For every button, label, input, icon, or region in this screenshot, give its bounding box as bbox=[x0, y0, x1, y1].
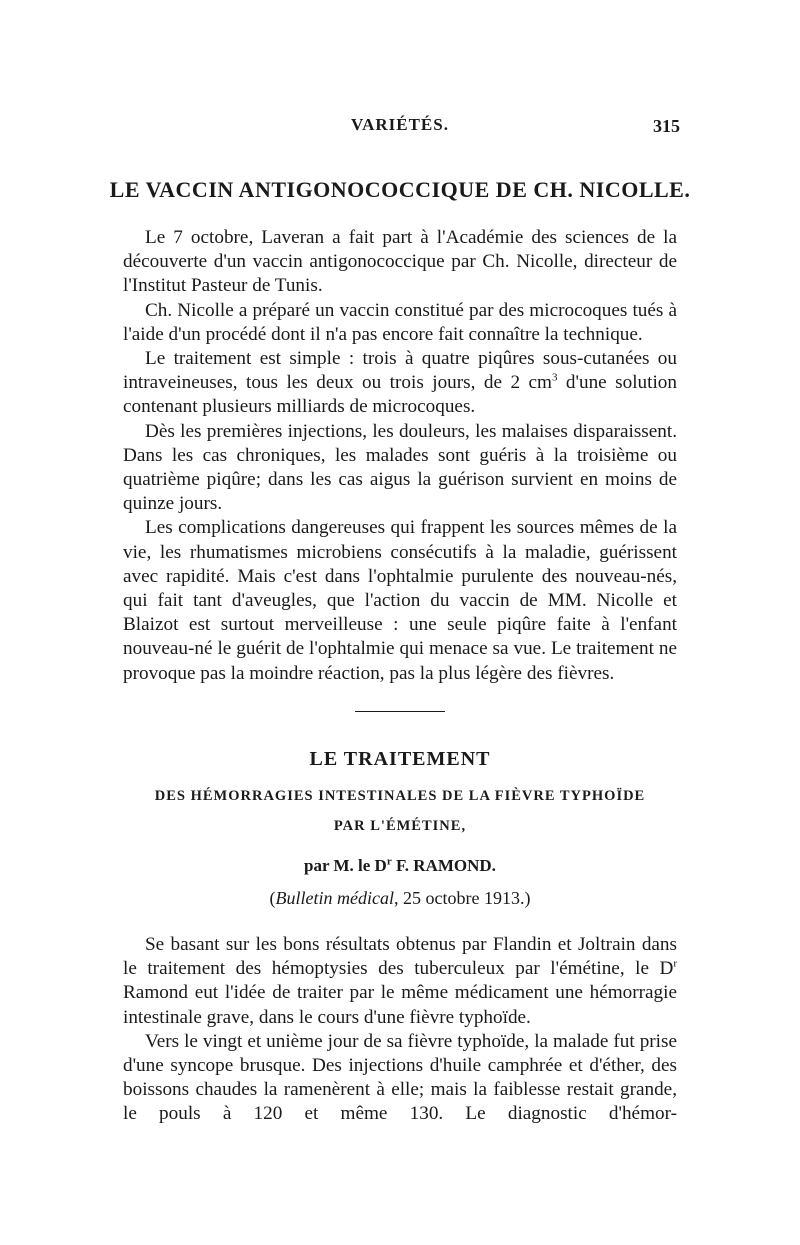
paragraph-text: Le traitement est simple : trois à quatre piqûres sous-cutanées ou intraveineuses, tous les deux ou trois jours, de 2 cm bbox=[123, 348, 677, 394]
paragraph-text: d'une solution contenant plusieurs milliards de microcoques. bbox=[123, 372, 677, 418]
article-body bbox=[123, 933, 677, 1127]
source-date: , 25 octobre 1913. bbox=[393, 888, 525, 908]
article-body bbox=[123, 226, 677, 686]
author-name: F. RAMOND. bbox=[391, 856, 496, 875]
paragraph bbox=[123, 347, 677, 420]
paragraph: Vers le vingt et unième jour de sa fièvre typhoïde, la malade fut prise d'une syncope brusque. Des injections d'huile camphrée et d'éther, des boissons chaudes la ramenèrent à elle; mais la faiblesse restait grande, le pouls à 120 et même 130. Le diagnostic d'hémor- bbox=[123, 1030, 677, 1125]
article-author bbox=[0, 856, 800, 876]
running-header: VARIÉTÉS. bbox=[351, 115, 449, 134]
author-prefix: par M. le D bbox=[304, 856, 387, 875]
paragraph: Ch. Nicolle a préparé un vaccin constitué par des microcoques tués à l'aide d'un procédé dont il n'a pas encore fait connaître la technique. bbox=[123, 299, 677, 345]
article-subtitle: PAR L'ÉMÉTINE, bbox=[333, 818, 467, 834]
superscript: r bbox=[673, 957, 677, 970]
superscript: r bbox=[386, 855, 392, 868]
article-title: LE TRAITEMENT bbox=[309, 748, 491, 770]
paragraph-text: Se basant sur les bons résultats obtenus par Flandin et Joltrain dans le traitement des hémoptysies des tuberculeux par l'émétine, le D bbox=[123, 934, 677, 980]
page-number: 315 bbox=[653, 116, 680, 136]
superscript: 3 bbox=[551, 371, 558, 384]
source-journal: Bulletin médical bbox=[275, 888, 394, 908]
paragraph: Les complications dangereuses qui frappent les sources mêmes de la vie, les rhumatismes microbiens consécutifs à la maladie, guérissent avec rapidité. Mais c'est dans l'ophtalmie purulente des nouveau-nés, qui fait tant d'aveugles, que l'action du vaccin de MM. Nicolle et Blaizot est surtout merveilleuse : une seule piqûre faite à l'enfant nouveau-né le guérit de l'ophtalmie qui menace sa vue. Le traitement ne provoque pas la moindre réaction, pas la plus légère des fièvres. bbox=[123, 517, 677, 684]
article-source: (Bulletin médical, 25 octobre 1913.) bbox=[269, 888, 531, 908]
paragraph: Dès les premières injections, les douleurs, les malaises disparaissent. Dans les cas chroniques, les malades sont guéris à la troisième ou quatrième piqûre; dans les cas aigus la guérison survient en moins de quinze jours. bbox=[123, 420, 677, 515]
paragraph-text: Ramond eut l'idée de traiter par le même médicament une hémorragie intestinale grave, dans le cours d'une fièvre typhoïde. bbox=[123, 982, 677, 1028]
section-divider bbox=[355, 711, 445, 712]
article-title: LE VACCIN ANTIGONOCOCCIQUE DE CH. NICOLLE. bbox=[109, 177, 691, 202]
paragraph: Le 7 octobre, Laveran a fait part à l'Académie des sciences de la découverte d'un vaccin antigonococcique par Ch. Nicolle, directeur de l'Institut Pasteur de Tunis. bbox=[123, 227, 677, 297]
paragraph bbox=[123, 933, 677, 1030]
article-subtitle: DES HÉMORRAGIES INTESTINALES DE LA FIÈVRE TYPHOÏDE bbox=[154, 788, 646, 804]
